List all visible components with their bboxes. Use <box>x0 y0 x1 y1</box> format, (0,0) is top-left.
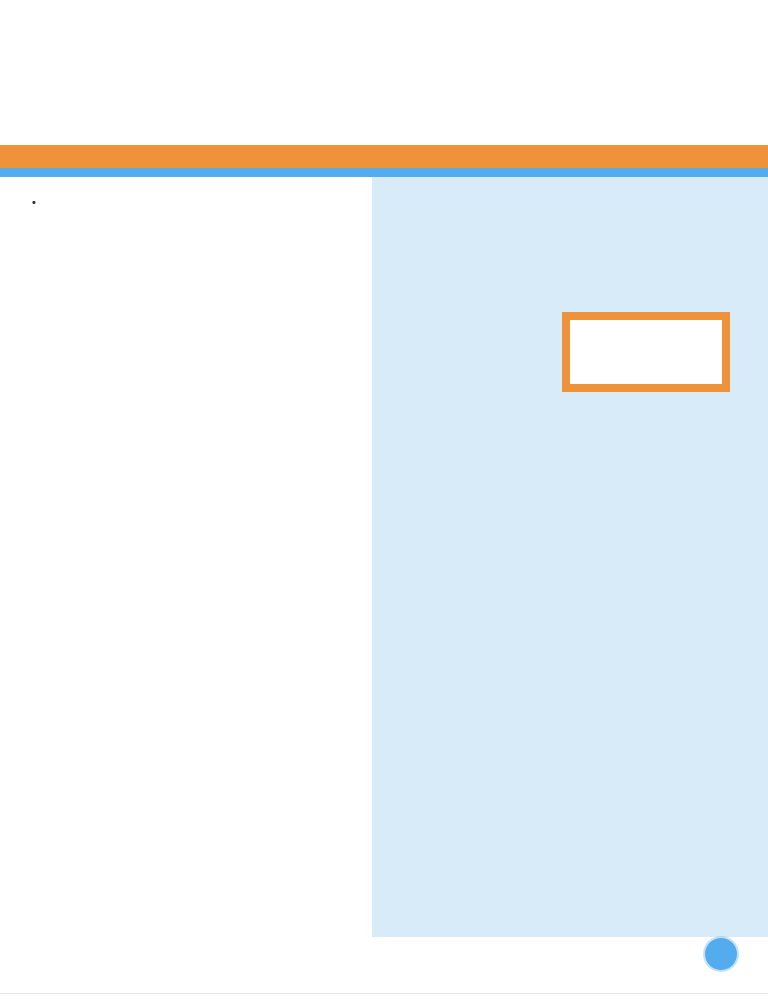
page-header <box>0 0 768 145</box>
orange-divider-bar <box>0 145 768 168</box>
assessment-column <box>0 177 372 998</box>
total-score-input[interactable] <box>562 312 730 392</box>
page-bottom-edge <box>0 993 768 999</box>
page-number-badge <box>705 938 737 970</box>
blue-divider-bar <box>0 168 768 177</box>
scoring-panel <box>372 177 768 937</box>
